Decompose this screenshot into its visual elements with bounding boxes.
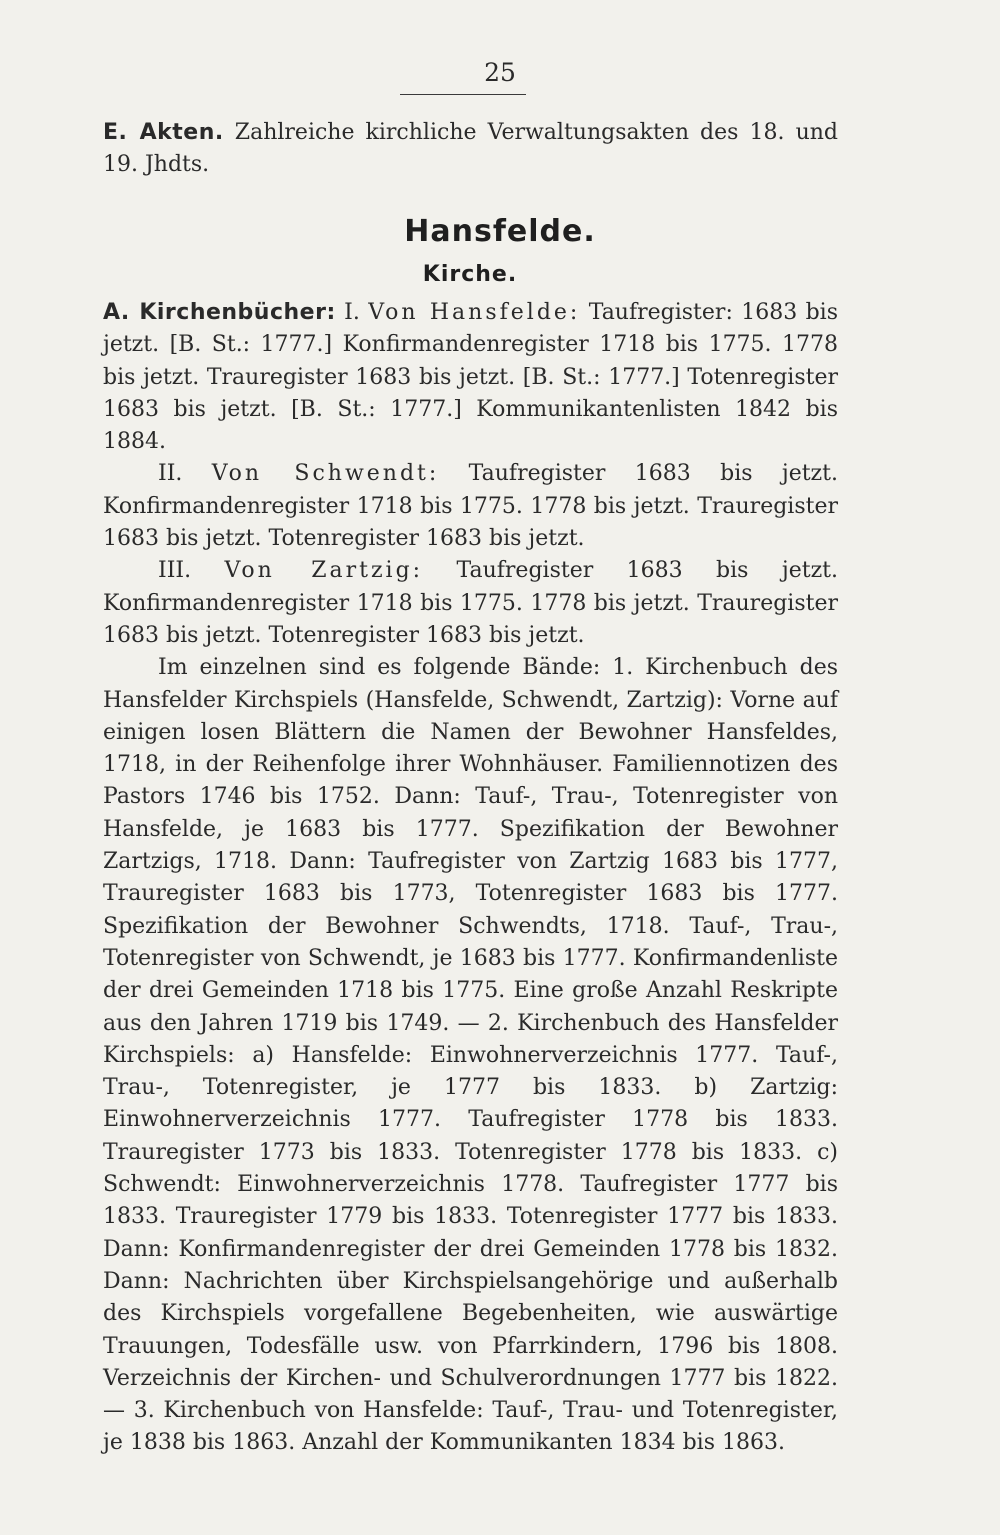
kirchenbuecher-section <box>103 297 838 1460</box>
part1-heading: Von Hansfelde: <box>368 300 581 325</box>
part3-heading: Von Zartzig: <box>224 558 424 584</box>
church-title: Kirche. <box>422 262 518 287</box>
part1-text: Taufregister: 1683 bis jetzt. [B. St.: 1777.] Konfirmandenregister 1718 bis 1775. 1778 bis jetzt. Trauregister 1683 bis jetzt. [B. St.: 1777.] Totenregister 1683 bis jetzt. [B. St.: 1777.] Kommunikantenlisten 1842 bis 1884. <box>103 300 839 455</box>
details-paragraph: Im einzelnen sind es folgende Bände: 1. Kirchenbuch des Hansfelder Kirchspiels (Hansfelde, Schwendt, Zartzig): Vorne auf einigen losen Blättern die Namen der Bewohner Hansfeldes, 1718, in der Reihenfolge ihrer Wohnhäuser. Familiennotizen des Pastors 1746 bis 1752. Dann: Tauf-, Trau-, Totenregister von Hansfelde, je 1683 bis 1777. Spezifikation der Bewohner Zartzigs, 1718. Dann: Taufregister von Zartzig 1683 bis 1777, Trauregister 1683 bis 1773, Totenregister 1683 bis 1777. Spezifikation der Bewohner Schwendts, 1718. Tauf-, Trau-, Totenregister von Schwendt, je 1683 bis 1777. Konfirmandenliste der drei Gemeinden 1718 bis 1775. Eine große Anzahl Reskripte aus den Jahren 1719 bis 1749. — 2. Kirchenbuch des Hansfelder Kirchspiels: a) Hansfelde: Einwohnerverzeichnis 1777. Tauf-, Trau-, Totenregister, je 1777 bis 1833. b) Zartzig: Einwohnerverzeichnis 1777. Taufregister 1778 bis 1833. Trauregister 1773 bis 1833. Totenregister 1778 bis 1833. c) Schwendt: Einwohnerverzeichnis 1778. Taufregister 1777 bis 1833. Trauregister 1779 bis 1833. Totenregister 1777 bis 1833. Dann: Konfirmandenregister der drei Gemeinden 1778 bis 1832. Dann: Nachrichten über Kirchspielsangehörige und außerhalb des Kirchspiels vorgefallene Begebenheiten, wie auswärtige Trauungen, Todesfälle usw. von Pfarrkindern, 1796 bis 1808. Verzeichnis der Kirchen- und Schulverordnungen 1777 bis 1822. — 3. Kirchenbuch von Hansfelde: Tauf-, Trau- und Totenregister, je 1838 bis 1863. Anzahl der Kommunikanten 1834 bis 1863. <box>103 655 838 1456</box>
akten-text: Zahlreiche kirchliche Verwaltungsakten des 18. und 19. Jhdts. <box>103 120 838 178</box>
akten-label: E. Akten. <box>103 120 224 145</box>
part3-numeral: III. <box>158 558 225 584</box>
part1-numeral: I. <box>335 300 369 325</box>
kirchenbuecher-label: A. Kirchenbücher: <box>103 300 336 325</box>
akten-paragraph <box>103 117 838 182</box>
part2-text: Taufregister 1683 bis jetzt. Konfirmandenregister 1718 bis 1775. 1778 bis jetzt. Trauregister 1683 bis jetzt. Totenregister 1683 bis jetzt. <box>103 461 838 552</box>
page-number-rule <box>400 94 526 95</box>
part3-text: Taufregister 1683 bis jetzt. Konfirmandenregister 1718 bis 1775. 1778 bis jetzt. Trauregister 1683 bis jetzt. Totenregister 1683 bis jetzt. <box>103 558 838 648</box>
page-number: 25 <box>484 58 516 87</box>
part2-numeral: II. <box>158 461 212 487</box>
place-title: Hansfelde. <box>404 214 596 249</box>
kirchenbuecher-part-1 <box>103 297 838 458</box>
part2-heading: Von Schwendt: <box>211 461 440 487</box>
kirchenbuecher-part-2 <box>103 458 838 555</box>
akten-section <box>103 117 838 182</box>
kirchenbuecher-part-3 <box>103 555 838 652</box>
